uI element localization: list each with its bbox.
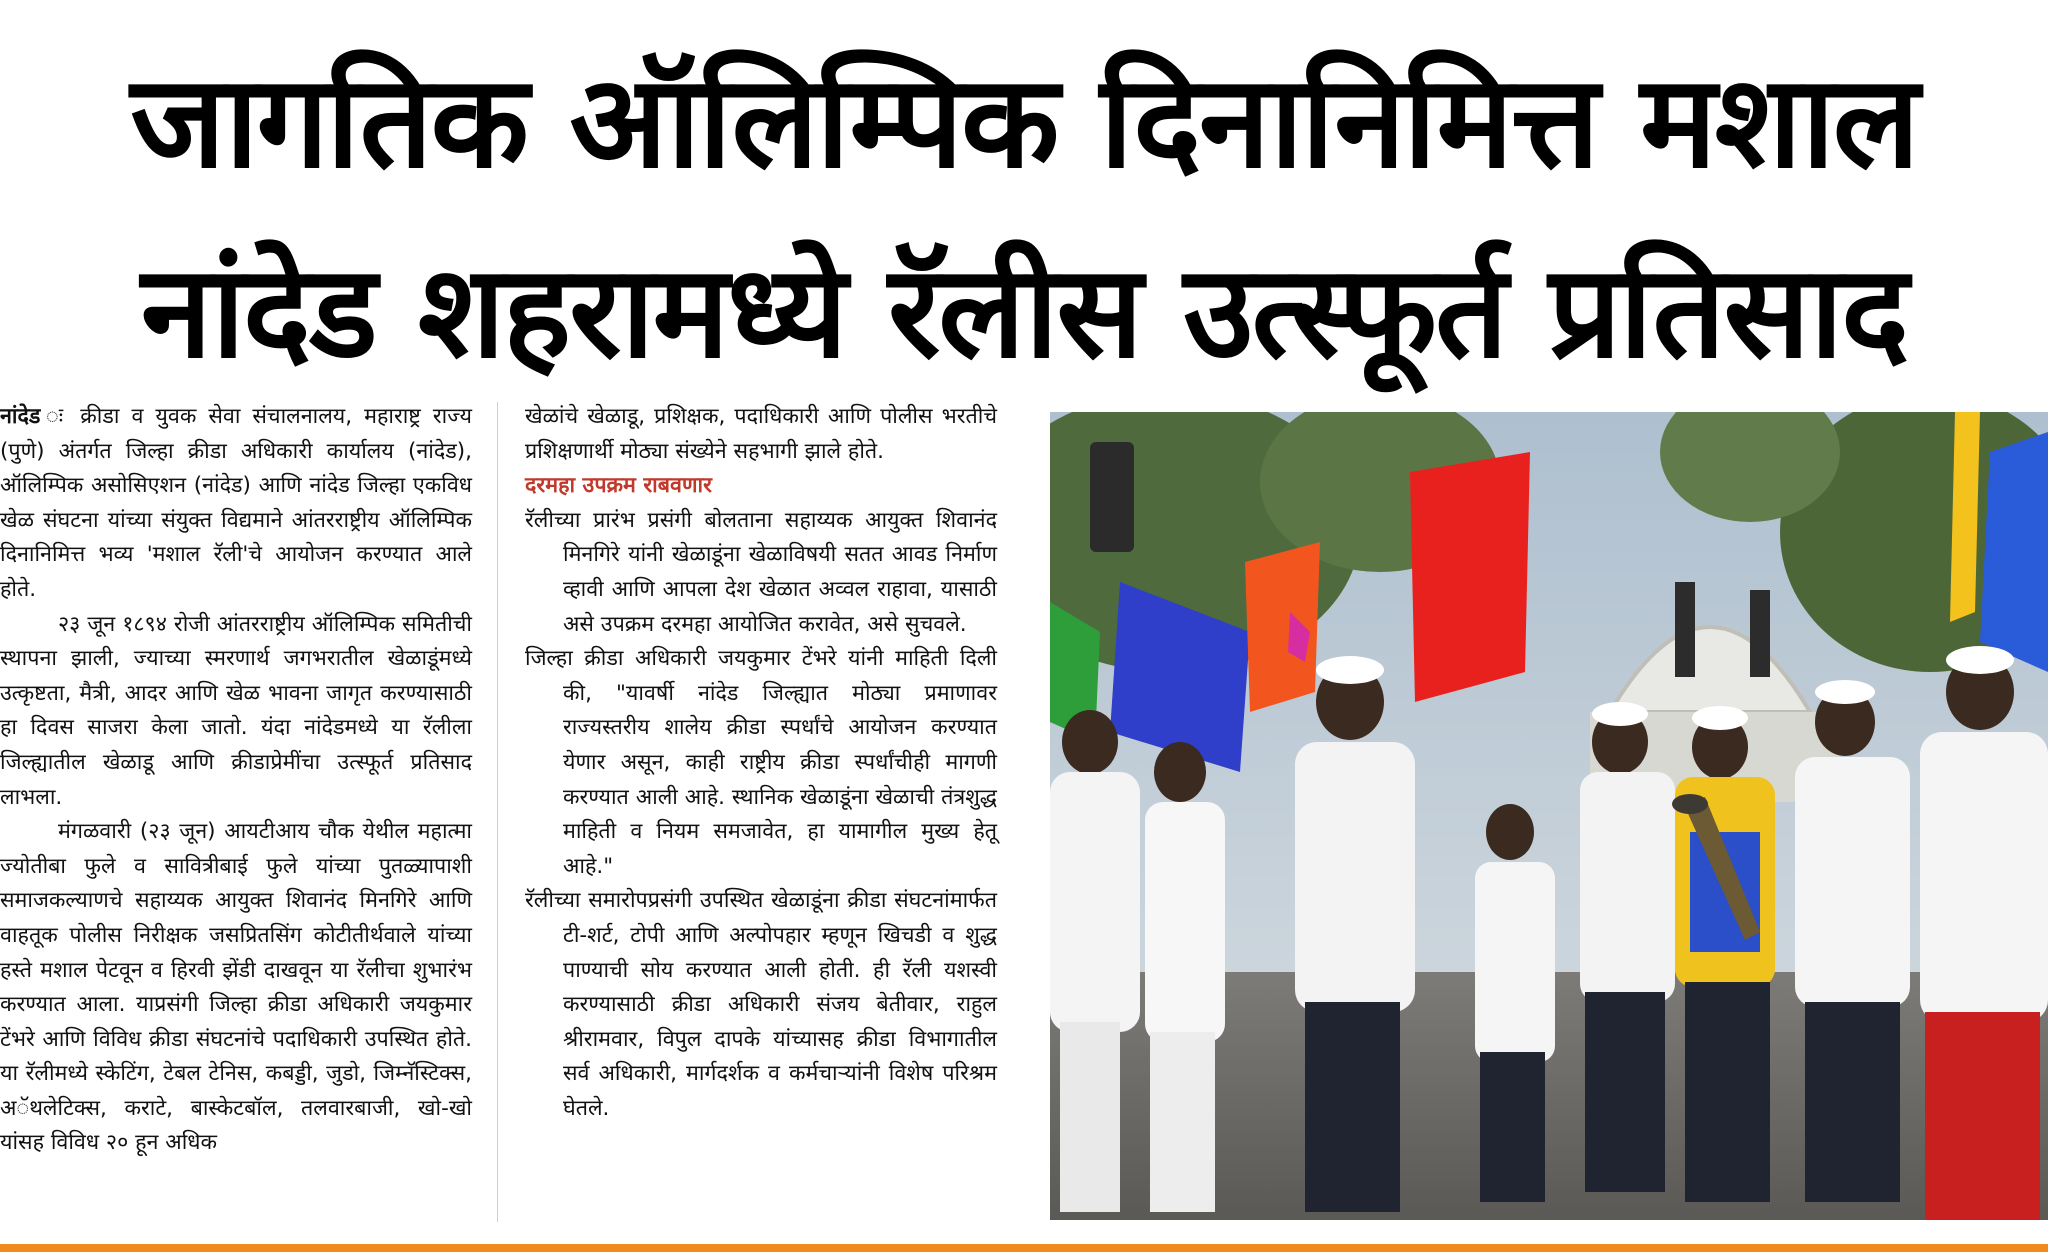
headline-line-2: नांदेड शहरामध्ये रॅलीस उत्स्फूर्त प्रतिसाद (140, 238, 1908, 387)
subheading: दरमहा उपक्रम राबवणार (525, 473, 712, 499)
dateline: नांदेड (0, 404, 41, 429)
article-paragraph: मंगळवारी (२३ जून) आयटीआय चौक येथील महात्मा ज्योतीबा फुले व सावित्रीबाई फुले यांच्या पुतळ्यापाशी समाजकल्याणचे सहाय्यक आयुक्त शिवानंद मिनगिरे आणि वाहतूक पोलीस निरीक्षक जसप्रितसिंग कोटीतीर्थवाले यांच्या हस्ते मशाल पेटवून व हिरवी झेंडी दाखवून या रॅलीचा शुभारंभ करण्यात आला. याप्रसंगी जिल्हा क्रीडा अधिकारी जयकुमार टेंभरे आणि विविध क्रीडा संघटनांचे पदाधिकारी उपस्थित होते. या रॅलीमध्ये स्केटिंग, टेबल टेनिस, कबड्डी, जुडो, जिम्नॅस्टिक्स, अॅथलेटिक्स, कराटे, बास्केटबॉल, तलवारबाजी, खो-खो यांसह विविध २० हून अधिक (0, 819, 472, 1156)
bottom-accent-bar (0, 1244, 2048, 1252)
statue (1675, 582, 1695, 677)
article-paragraph: रॅलीच्या समारोपप्रसंगी उपस्थित खेळाडूंना क्रीडा संघटनांमार्फत टी-शर्ट, टोपी आणि अल्पोपहार म्हणून खिचडी व शुद्ध पाण्याची सोय करण्यात आली होती. ही रॅली यशस्वी करण्यासाठी क्रीडा अधिकारी संजय बेतीवार, राहुल श्रीरामवार, विपुल दापके यांच्यासह क्रीडा विभागातील सर्व अधिकारी, मार्गदर्शक व कर्मचाऱ्यांनी विशेष परिश्रम घेतले. (525, 888, 997, 1121)
blue-flag-right (1980, 432, 2048, 672)
article-paragraph: २३ जून १८९४ रोजी आंतरराष्ट्रीय ऑलिम्पिक समितीची स्थापना झाली, ज्याच्या स्मरणार्थ जगभरातील खेळाडूंमध्ये उत्कृष्टता, मैत्री, आदर आणि खेळ भावना जागृत करण्यासाठी हा दिवस साजरा केला जातो. यंदा नांदेडमध्ये या रॅलीला जिल्ह्यातील खेळाडू आणि क्रीडाप्रेमींचा उत्स्फूर्त प्रतिसाद लाभला. (0, 611, 472, 810)
article-paragraph: नांदेड ः क्रीडा व युवक सेवा संचालनालय, महाराष्ट्र राज्य (पुणे) अंतर्गत जिल्हा क्रीडा अधिकारी कार्यालय (नांदेड), ऑलिम्पिक असोसिएशन (नांदेड) आणि नांदेड जिल्हा एकविध खेळ संघटना यांच्या संयुक्त विद्यमाने आंतरराष्ट्रीय ऑलिम्पिक दिनानिमित्त भव्य 'मशाल रॅली'चे आयोजन करण्यात आले होते. (0, 404, 472, 602)
rally-photo-illustration (1050, 412, 2048, 1220)
red-flag (1410, 452, 1530, 702)
article-paragraph: खेळांचे खेळाडू, प्रशिक्षक, पदाधिकारी आणि पोलीस भरतीचे प्रशिक्षणार्थी मोठ्या संख्येने सहभागी झाले होते. (525, 404, 997, 464)
article-paragraph: रॅलीच्या प्रारंभ प्रसंगी बोलताना सहाय्यक आयुक्त शिवानंद मिनगिरे यांनी खेळाडूंना खेळाविषयी सतत आवड निर्माण व्हावी आणि आपला देश खेळात अव्वल राहावा, यासाठी असे उपक्रम दरमहा आयोजित करावेत, असे सुचवले. (525, 507, 997, 637)
article-column-1 (0, 400, 472, 1161)
orange-flag (1245, 542, 1320, 712)
news-photo (1050, 412, 2048, 1220)
headline-line-1: जागतिक ऑलिम्पिक दिनानिमित्त मशाल (130, 48, 1918, 197)
article-paragraph: जिल्हा क्रीडा अधिकारी जयकुमार टेंभरे यांनी माहिती दिली की, "यावर्षी नांदेड जिल्ह्यात मोठ्या प्रमाणावर राज्यस्तरीय शालेय क्रीडा स्पर्धांचे आयोजन करण्यात येणार असून, काही राष्ट्रीय क्रीडा स्पर्धांचीही मागणी करण्यात आली आहे. स्थानिक खेळाडूंना खेळाची तंत्रशुद्ध माहिती व नियम समजावेत, हा यामागील मुख्य हेतू आहे." (525, 646, 997, 879)
article-column-2 (525, 400, 997, 1126)
column-divider (497, 402, 498, 1222)
yellow-flag (1950, 412, 1980, 622)
statue (1750, 590, 1770, 677)
traffic-signal (1090, 442, 1134, 552)
